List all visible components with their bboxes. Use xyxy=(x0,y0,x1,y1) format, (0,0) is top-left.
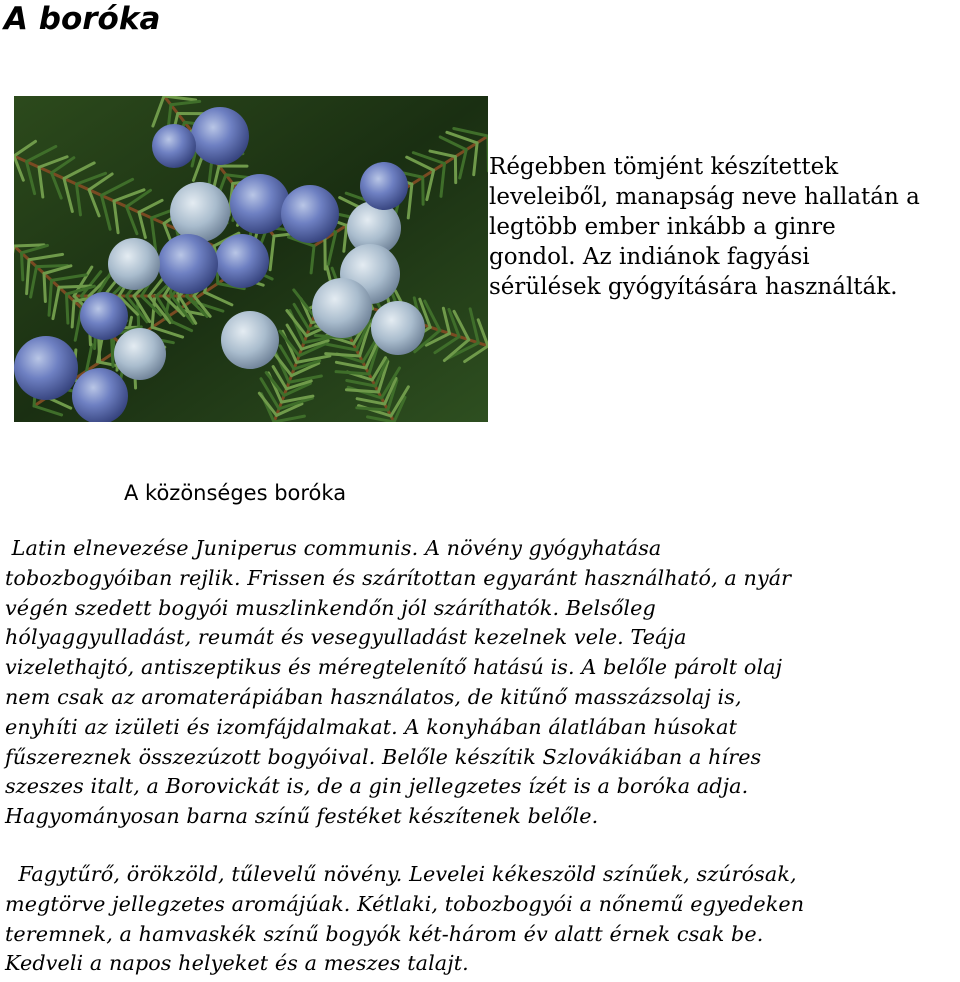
paragraph-line: Fagytűrő, örökzöld, tűlevelű növény. Levelei kékeszöld színűek, szúrósak, xyxy=(5,862,797,886)
berry xyxy=(114,328,166,380)
needle xyxy=(72,301,74,327)
botany-paragraph xyxy=(5,860,957,979)
needle xyxy=(37,265,68,266)
berry xyxy=(170,182,230,242)
paragraph-line: végén szedett bogyói muszlinkendőn jól száríthatók. Belsőleg xyxy=(5,595,656,620)
paragraph-line: Kedveli a napos helyeket és a meszes talajt. xyxy=(5,951,469,976)
intro-line: Régebben tömjént készítettek xyxy=(489,154,839,180)
intro-line: sérülések gyógyítására használták. xyxy=(489,274,898,300)
paragraph-line: nem csak az aromaterápiában használatos, de kitűnő masszázsolaj is, xyxy=(5,684,742,709)
intro-line: legtöbb ember inkább a ginre xyxy=(489,214,836,240)
page-title: A boróka xyxy=(4,1,161,37)
needle xyxy=(112,335,114,366)
intro-line: gondol. Az indiánok fagyási xyxy=(489,244,810,270)
berry xyxy=(281,185,339,243)
berry xyxy=(191,107,249,165)
intro-text xyxy=(489,152,959,302)
paragraph-line: fűszereznek összezúzott bogyóival. Belőle készítik Szlovákiában a híres xyxy=(5,744,762,769)
berry xyxy=(152,124,196,168)
needle xyxy=(44,274,45,302)
paragraph-line: hólyaggyulladást, reumát és vesegyulladást kezelnek vele. Teája xyxy=(5,625,687,650)
paragraph-line: Hagyományosan barna színű festéket készítenek belőle. xyxy=(5,804,599,829)
berry xyxy=(371,301,425,355)
needle xyxy=(14,245,44,246)
berry xyxy=(72,368,128,422)
berry xyxy=(221,311,279,369)
paragraph-line: szeszes italt, a Borovickát is, de a gin jellegzetes ízét is a boróka adja. xyxy=(5,774,749,799)
paragraph-line: teremnek, a hamvaskék színű bogyók két-három év alatt érnek csak be. xyxy=(5,921,764,946)
paragraph-line: megtörve jellegzetes aromájúak. Kétlaki, tobozbogyói a nőnemű egyedeken xyxy=(5,891,805,916)
paragraph-line: enyhíti az izületi és izomfájdalmakat. A konyhában álatlában húsokat xyxy=(5,714,737,739)
paragraph-line: vizelethajtó, antiszeptikus és méregtelenítő hatású is. A belőle párolt olaj xyxy=(5,655,783,680)
berry xyxy=(80,292,128,340)
berry xyxy=(14,336,78,400)
juniper-berries-photo xyxy=(14,96,488,422)
paragraph-line: Latin elnevezése Juniperus communis. A növény gyógyhatása xyxy=(5,536,662,560)
berry xyxy=(230,174,290,234)
description-paragraph xyxy=(5,534,957,832)
image-caption: A közönséges boróka xyxy=(124,481,347,505)
intro-line: leveleiből, manapság neve hallatán a xyxy=(489,184,920,210)
juniper-illustration xyxy=(14,96,488,422)
berry xyxy=(108,238,160,290)
berry xyxy=(215,234,269,288)
paragraph-line: tobozbogyóiban rejlik. Frissen és szárítottan egyaránt használható, a nyár xyxy=(5,565,792,590)
needle xyxy=(67,294,68,323)
berry xyxy=(158,234,218,294)
berry xyxy=(360,162,408,210)
needle xyxy=(22,253,23,280)
berry xyxy=(312,278,372,338)
